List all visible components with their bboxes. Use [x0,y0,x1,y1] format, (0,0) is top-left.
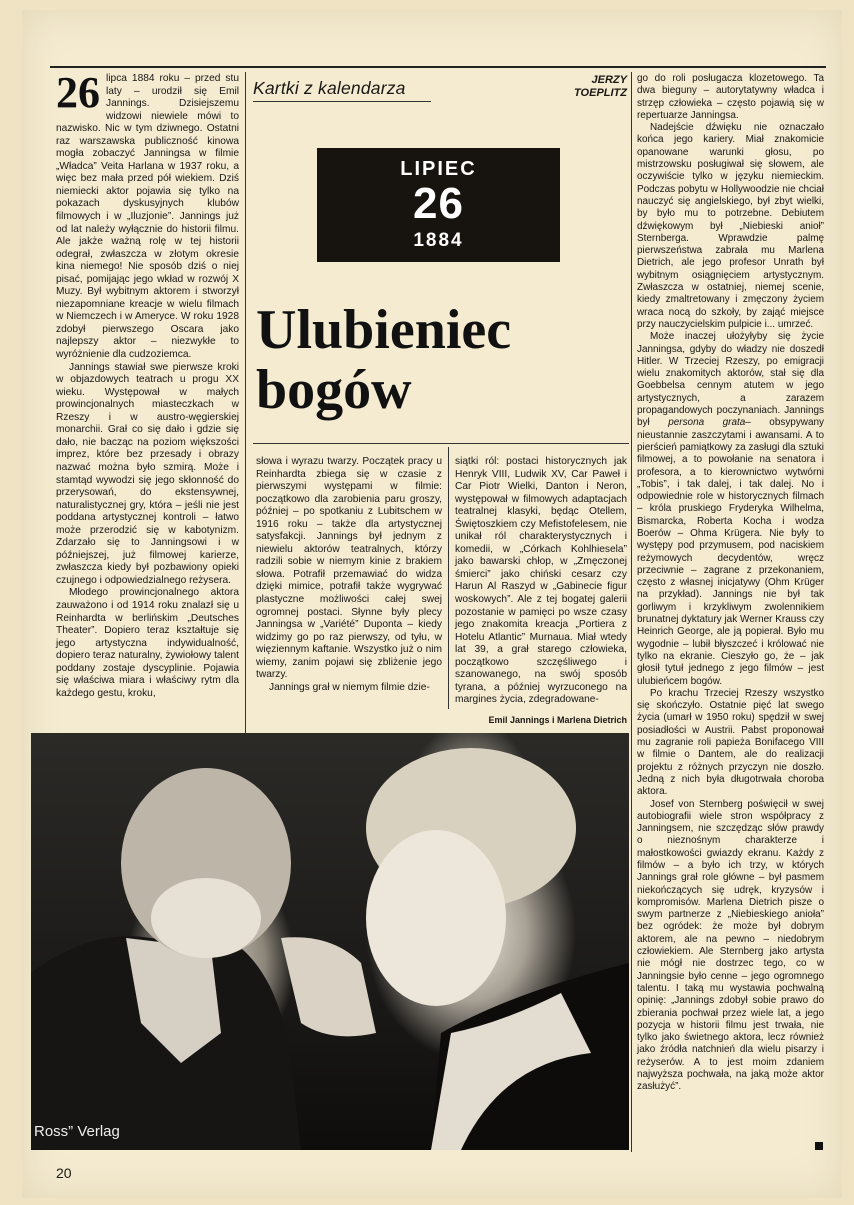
paragraph: Po krachu Trzeciej Rzeszy wszystko się skończyło. Ostatnie pięć lat swego życia (umarł w 1950 roku) spędził w swej posiadłości w Austrii. Pabst proponował mu zagranie roli papieża Bonifacego VIII w filmie o Dantem, ale do realizacji projektu z różnych przyczyn nie doszło. Jedną z nich była długotrwała choroba aktora. [637,687,824,798]
photo-illustration [31,733,629,1150]
section-title: Kartki z kalendarza [253,78,406,98]
column-1 [56,68,239,700]
paragraph: Młodego prowincjonalnego aktora zauważono i od 1914 roku znalazł się u Reinhardta w berlińskim „Deutsches Theater”. Dopiero teraz kształtuje się jego artystyczna indywidualność, dopiero teraz naturalny, żywiołowy talent poddany zostaje dyscyplinie. Pojawia się właściwa miara i właściwy rytm dla każdego gestu, kroku, [56,587,239,699]
paragraph: Jannings stawiał swe pierwsze kroki w objazdowych teatrach u progu XX wieku. Występował w małych prowincjonalnych miasteczkach w Rzeszy i w austro-węgierskiej monarchii. Grał co się dało i gdzie się dało, nie bacząc na poziom większości imprez, które bez przesady i obrazy nazwać można było szmirą. Może i stamtąd wywodzi się jego skłonność do przerysowań, do ekstensywnej, naturalistycznej gry, która – jeśli nie jest poddana artystycznej kontroli – łatwo może przerodzić się w kabotynizm. Zdarzało się to Janningsowi i w późniejszej, już filmowej karierze, zwłaszcza kiedy był pozbawiony opieki czujnego i odpowiedzialnego reżysera. [56,361,239,586]
paragraph: go do roli posługacza klozetowego. Ta dwa bieguny – autorytatywny władca i strzęp człowieka – często pojawią się w repertuarze Janningsa. [637,73,824,121]
column-2 [256,456,442,694]
photo-caption: Emil Jannings i Marlena Dietrich [488,715,627,725]
headline-rule [253,443,629,444]
date-year: 1884 [413,230,464,251]
column-divider [245,72,246,772]
date-day: 26 [413,179,464,228]
page-number: 20 [56,1165,72,1181]
dropcap: 26 [56,68,100,117]
italic-phrase: persona grata [668,417,746,429]
paragraph: Jannings grał w niemym filmie dzie- [269,681,430,693]
date-month: LIPIEC [400,158,477,180]
column-3 [455,456,627,707]
section-title-underline [253,101,431,102]
paragraph-text: – obsypywany nieustannie zaszczytami i awansami. A to pierścień pamiątkowy za zasługi dla sztuki filmowej, a to powołanie na senatora i profesora, a to kierownictwo wytwórni „Tobis”, i tak dalej, i tak dalej. No i odpowiednie role w historycznych filmach – króla pruskiego Fryderyka Wilhelma, Bismarcka, Roberta Kocha i wodza Boerów – Ohma Krügera. Nie były to występy pod przymusem, pod naciskiem reżymowych decydentów, wręcz przeciwnie – zagrane z przekonaniem, często z własnej inicjatywy (Ohm Krüger na przykład). Jannings nie był tak gorliwym i krzykliwym zwolennikiem brunatnej dyktatury jak Werner Krauss czy Heinrich George, ale ją popierał. Było mu wygodnie – lubił błyszczeć i królować nie tylko na ekranie. Cieszyło go, że – jak głosił tytuł jednego z jego filmów – jest ulubieńcem bogów. [637,417,824,687]
photo-credit: Ross” Verlag [34,1123,120,1140]
photo-jannings-dietrich [31,733,629,1150]
author-byline: JERZY TOEPLITZ [574,74,627,99]
headline-line: Ulubieniec [256,299,512,361]
paragraph-text: lipca 1884 roku – przed stu laty – urodził się Emil Jannings. Dzisiejszemu widzowi niewiele mówi to nazwisko. Nic w tym dziwnego. Ostatni raz warszawska publiczność kinowa mogła zobaczyć Janningsa w filmie „Władca” Veita Harlana w 1937 roku, a więc bez mała przed pół wiekiem. Dziś niemiecki aktor pojawia się tylko na pokazach dyskusyjnych klubów filmowych i w „Iluzjonie”. Jannings już od lat należy wyłącznie do historii filmu. Ale jakże ważną rolę w tej historii odegrał, zwłaszcza w złotym okresie kina niemego! Nie sposób dziś o niej pisać, pomijając jego wkład w rozwój X Muzy. Był wybitnym aktorem i stworzył niezapomniane kreacje w wielu filmach w Niemczech i w Ameryce. W roku 1928 zdobył pierwszego Oscara jako najlepszy aktor – niezwykłe to wyróżnienie dla cudzoziemca. [56,73,239,361]
date-box [317,148,560,262]
column-divider [448,447,449,709]
column-divider [631,72,632,1152]
end-mark [815,1142,823,1150]
paragraph: Nadejście dźwięku nie oznaczało końca jego kariery. Miał znakomicie opanowane warunki głosu, po mistrzowsku posługiwał się słowem, ale oczywiście tylko w języku niemieckim. Podczas pobytu w Hollywoodzie nie chciał nauczyć się angielskiego, był zbyt wielki, by było mu to potrzebne. Debiutem dźwiękowym był „Niebieski anioł” Sternberga. Wprawdzie palmę pierwszeństwa zabrała mu Marlena Dietrich, ale jego profesor Unrath był wybitnym osiągnięciem artystycznym. Zwłaszcza w ostatniej, niemej scenie, kiedy zmaltretowany i zmęczony życiem wraca nocą do szkoły, by zająć miejsce przy nauczycielskim pulpicie i... umrzeć. [637,122,824,330]
paragraph: Josef von Sternberg poświęcił w swej autobiografii wiele stron współpracy z Janningsem, nie szczędząc słów prawdy o nieznośnym charakterze i małostkowości gwiazdy ekranu. Każdy z filmów – a było ich trzy, w których Jannings grał role główne – był pasmem niekończących się udręk, kryzysów i kompromisów. Marlena Dietrich pisze o swym partnerze z „Niebieskiego anioła” bez ogródek: że może był dobrym aktorem, ale na pewno – niedobrym człowiekiem. Ale Sternberg jako artysta nie mógł nie dostrzec tego, co w Janningsie było cenne – jego ogromnego talentu. I taką mu wystawia pochwalną opinię: „Jannings zdobył sobie prawo do zbierania pochwał przez wiele lat, a jego pozycja w historii filmu jest trwała, nie tylko jako świetnego aktora, lecz również jako źródła natchnień dla wielu pisarzy i reżyserów. A to jest moim zdaniem najwyższa pochwała, na jaką może aktor zasłużyć”. [637,798,824,1093]
paragraph [56,68,239,362]
paragraph [637,331,824,688]
paragraph: siątki ról: postaci historycznych jak Henryk VIII, Ludwik XV, Car Paweł i Car Piotr Wielki, Danton i Neron, występował w filmowych adaptacjach teatralnej klasyki, będąc Otellem, Świętoszkiem czy Mefistofelesem, nie unikał ról charakterystycznych i komedii, w „Córkach Kohlhiesela” jako bawarski chłop, w „Zmęczonej śmierci” jako chiński cesarz czy Harun Al Raszyd w „Gabinecie figur woskowych”. Ale z tej bogatej galerii pozostanie w pamięci po wsze czasy jego znakomita kreacja „Portiera z Hotelu Atlantic” Murnaua. Miał wtedy lat 39, a grał starego człowieka, początkowo szczęśliwego i szanowanego, na swój sposób tyrana, a później wyrzuconego na margines życia, zdegradowane- [455,456,627,706]
column-4 [637,73,824,1094]
article-headline [256,300,596,420]
paragraph-text: Może inaczej ułożyłyby się życie Janningsa, gdyby do władzy nie doszedł Hitler. W Trzeciej Rzeszy, po emigracji wielu znakomitych aktorów, stał się dla Goebbelsa cennym atutem w jego artystycznych, a zarazem propagandowych poczynaniach. Jannings był [637,331,824,429]
headline-line: bogów [256,359,412,421]
top-rule [50,66,826,68]
paragraph: słowa i wyrazu twarzy. Początek pracy u Reinhardta zbiega się w czasie z pierwszymi występami w filmie: początkowo dla zarobienia paru groszy, później – po spotkaniu z Lubitschem w 1916 roku – także dla artystycznej satysfakcji. Jannings był jednym z niewielu aktorów teatralnych, którzy radzili sobie w niemym kinie z brakiem słowa. Potrafił przemawiać do widza dzięki mimice, potrafił także wygrywać plastyczne możliwości całej swej ogromnej postaci. Słynne były plecy Janningsa w „Variété” Duponta – kiedy widzimy go po raz pierwszy, od tyłu, w więziennym kaftanie. Wszystko już o nim wiemy, zanim pojawi się zbliżenie jego twarzy. [256,456,442,681]
